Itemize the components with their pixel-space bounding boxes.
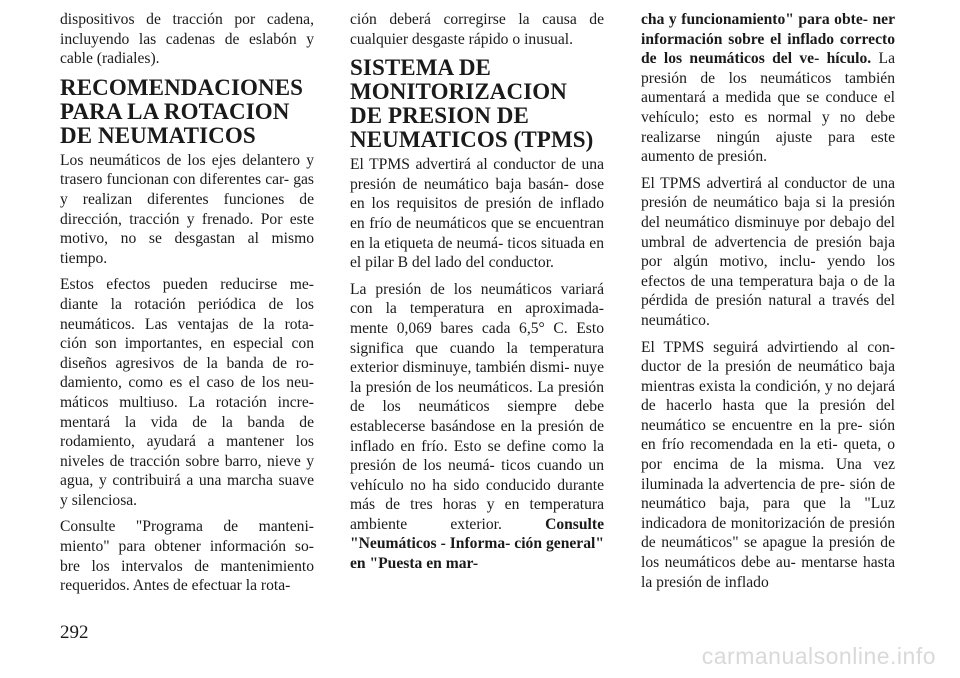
section-heading-tire-rotation: RECOMENDACIONES PARA LA ROTACION DE NEUMATICOS bbox=[60, 74, 304, 148]
paragraph-text: La presión de los neumáticos variará con la temperatura en aproximada- mente 0,069 bares cada 6,5° C. Esto significa que cuando la temperatura exterior disminuye, también dismi- nuye la presión de los neumáticos. La presión de los neumáticos siempre debe establecerse basándose en la presión de inflado en frío. Esto se define como la presión de los neumá- ticos cuando un vehículo no ha sido conducido durante más de tres horas y en temperatura ambiente exterior. bbox=[350, 280, 604, 533]
text-column-2 bbox=[350, 10, 604, 581]
paragraph: Estos efectos pueden reducirse me- diante la rotación periódica de los neumáticos. Las ventajas de la rota- ción son importantes, en especial con diseños agresivos de la banda de ro- damiento, como es el caso de los neu- máticos multiuso. La rotación incre- mentará la vida de la banda de rodamiento, ayudará a mantener los niveles de tracción sobre barro, nieve y agua, y contribuirá a una marcha suave y silenciosa. bbox=[60, 276, 314, 509]
paragraph-text: La presión de los neumáticos también aumentará a medida que se conduce el vehículo; esto es normal y no debe realizarse ningún ajuste para este aumento de presión. bbox=[641, 50, 895, 166]
paragraph bbox=[641, 10, 895, 167]
paragraph: El TPMS advertirá al conductor de una presión de neumático baja basán- dose en los requisitos de presión de inflado en frío de neumáticos que se encuentran en la etiqueta de neumá- ticos situada en el pilar B del lado del conductor. bbox=[350, 156, 604, 272]
paragraph bbox=[350, 280, 604, 574]
watermark: carmanualsonline.info bbox=[701, 643, 936, 669]
paragraph: El TPMS advertirá al conductor de una presión de neumático baja si la presión del neumático disminuye por debajo del umbral de advertencia de presión baja por algún motivo, inclu- yendo los efectos de una temperatura baja o de la pérdida de presión natural a través del neumático. bbox=[641, 174, 895, 329]
text-column-1 bbox=[60, 10, 314, 603]
section-heading-tpms: SISTEMA DE MONITORIZACION DE PRESION DE NEUMATICOS (TPMS) bbox=[350, 55, 594, 153]
paragraph: Los neumáticos de los ejes delantero y trasero funcionan con diferentes car- gas y realizan diferentes funciones de dirección, tracción y frenado. Por este motivo, no se desgastan al mismo tiempo. bbox=[60, 151, 314, 267]
bold-reference-text: Consulte "Neumáticos - Informa- ción general" en "Puesta en mar- bbox=[350, 515, 604, 573]
paragraph: dispositivos de tracción por cadena, incluyendo las cadenas de eslabón y cable (radiales). bbox=[60, 11, 314, 68]
bold-reference-text: cha y funcionamiento" para obte- ner información sobre el inflado correcto de los neumáticos del ve- hículo. bbox=[641, 11, 895, 68]
page-number: 292 bbox=[60, 622, 89, 643]
paragraph: Consulte "Programa de manteni- miento" para obtener información so- bre los intervalos de mantenimiento requeridos. Antes de efectuar la rota- bbox=[60, 518, 314, 595]
text-column-3 bbox=[641, 10, 895, 599]
paragraph: ción deberá corregirse la causa de cualquier desgaste rápido o inusual. bbox=[350, 11, 604, 48]
paragraph: El TPMS seguirá advirtiendo al con- ductor de la presión de neumático baja mientras exista la condición, y no dejará de hacerlo hasta que la presión del neumático se encuentre en la pre- sión en frío recomendada en la eti- queta, o por encima de la misma. Una vez iluminada la advertencia de pre- sión de neumático baja, para que la "Luz indicadora de monitorización de presión de neumáticos" se apague la presión de los neumáticos debe au- mentarse hasta la presión de inflado bbox=[641, 338, 895, 591]
